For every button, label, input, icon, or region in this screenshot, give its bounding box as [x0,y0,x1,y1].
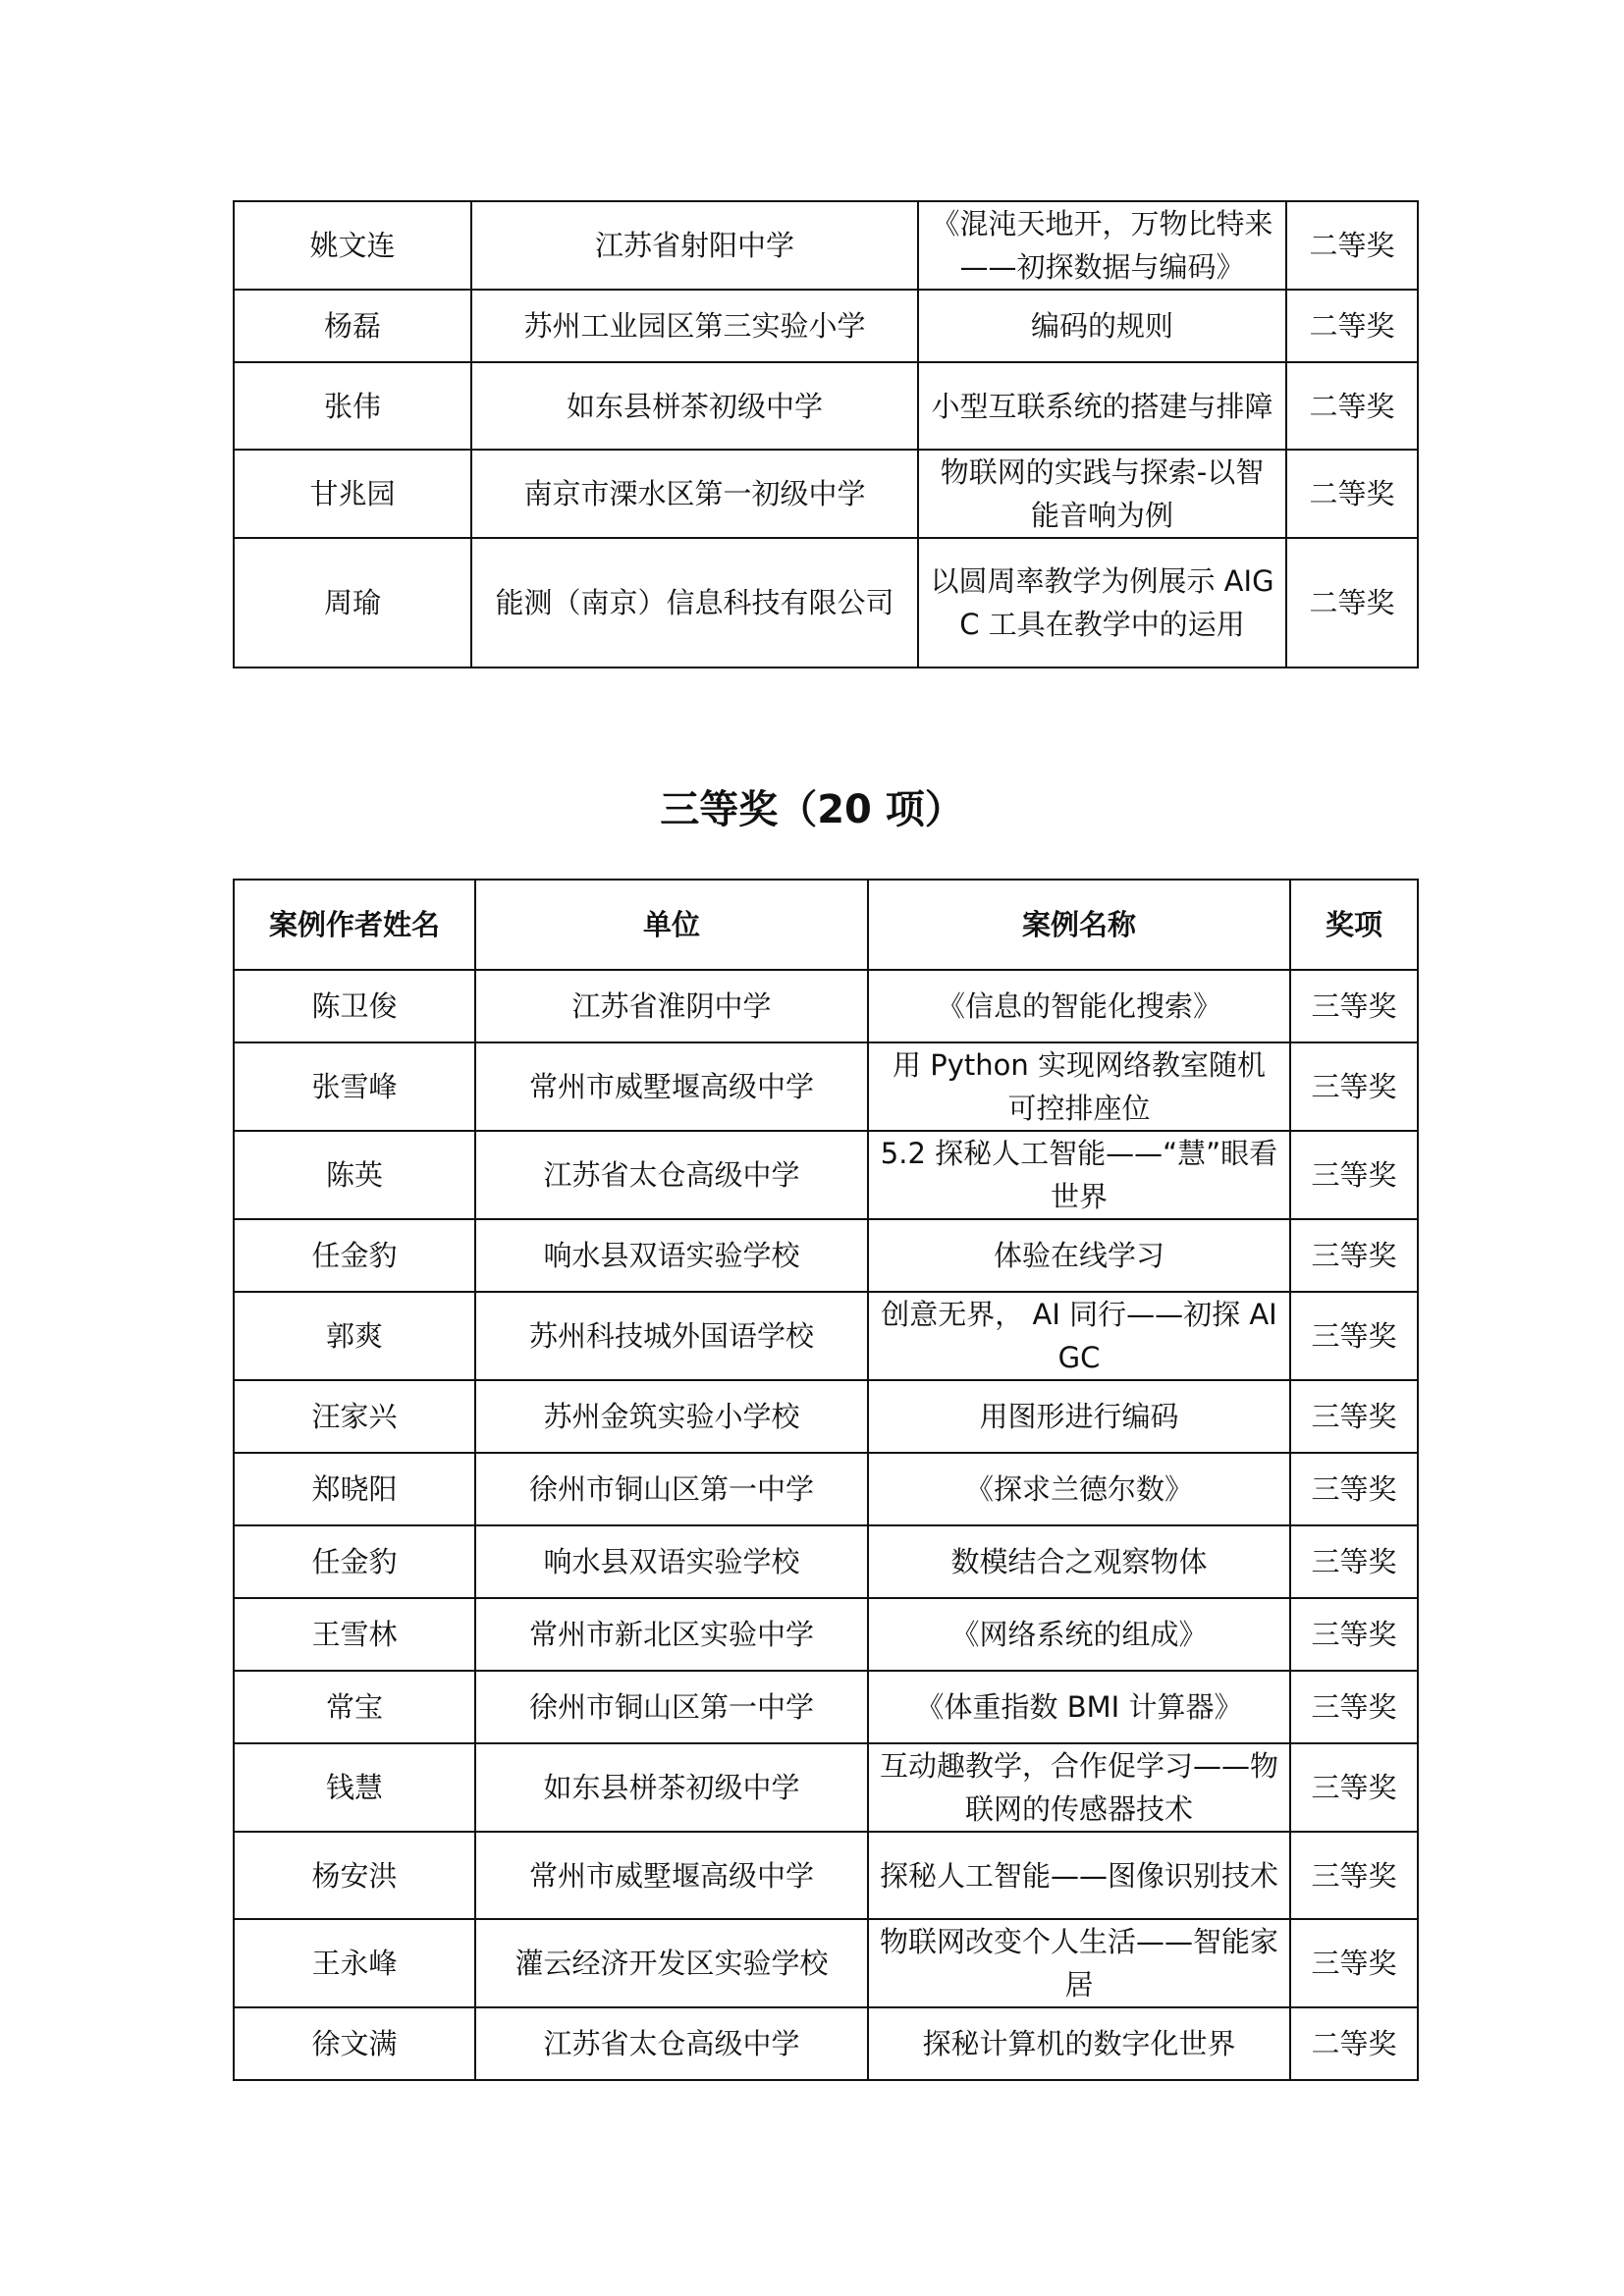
header-award: 奖项 [1290,880,1418,970]
unit-cell: 徐州市铜山区第一中学 [475,1671,868,1743]
award-cell: 三等奖 [1290,970,1418,1042]
case-title-cell: 探秘计算机的数字化世界 [868,2007,1290,2080]
unit-cell: 苏州科技城外国语学校 [475,1292,868,1380]
award-cell: 三等奖 [1290,1042,1418,1131]
author-name-cell: 任金豹 [234,1525,475,1598]
unit-cell: 如东县栟茶初级中学 [475,1743,868,1832]
case-title-cell: 《体重指数 BMI 计算器》 [868,1671,1290,1743]
table-row [234,362,1418,450]
table-row [234,1671,1418,1743]
unit-cell: 常州市威墅堰高级中学 [475,1832,868,1919]
unit-cell: 常州市威墅堰高级中学 [475,1042,868,1131]
unit-cell: 江苏省太仓高级中学 [475,2007,868,2080]
author-name-cell: 周瑜 [234,538,471,667]
header-author-name: 案例作者姓名 [234,880,475,970]
award-cell: 二等奖 [1286,362,1418,450]
table-header-row [234,880,1418,970]
award-cell: 三等奖 [1290,1380,1418,1453]
case-title-cell: 互动趣教学，合作促学习——物联网的传感器技术 [868,1743,1290,1832]
case-title-cell: 以圆周率教学为例展示 AIGC 工具在教学中的运用 [918,538,1286,667]
table-row [234,1743,1418,1832]
table-row [234,1453,1418,1525]
author-name-cell: 郭爽 [234,1292,475,1380]
unit-cell: 江苏省太仓高级中学 [475,1131,868,1219]
unit-cell: 如东县栟茶初级中学 [471,362,918,450]
author-name-cell: 杨磊 [234,290,471,362]
case-title-cell: 用图形进行编码 [868,1380,1290,1453]
case-title-cell: 5.2 探秘人工智能——“慧”眼看世界 [868,1131,1290,1219]
award-cell: 二等奖 [1286,290,1418,362]
unit-cell: 常州市新北区实验中学 [475,1598,868,1671]
case-title-cell: 体验在线学习 [868,1219,1290,1292]
award-cell: 二等奖 [1286,538,1418,667]
third-prize-table [233,879,1419,2081]
award-cell: 三等奖 [1290,1832,1418,1919]
case-title-cell: 《网络系统的组成》 [868,1598,1290,1671]
case-title-cell: 物联网改变个人生活——智能家居 [868,1919,1290,2007]
table-row [234,201,1418,290]
table-row [234,2007,1418,2080]
table-row [234,1598,1418,1671]
award-cell: 二等奖 [1290,2007,1418,2080]
author-name-cell: 任金豹 [234,1219,475,1292]
unit-cell: 能测（南京）信息科技有限公司 [471,538,918,667]
second-prize-table-continued [233,200,1419,668]
award-cell: 三等奖 [1290,1743,1418,1832]
unit-cell: 江苏省淮阴中学 [475,970,868,1042]
table-row [234,450,1418,538]
author-name-cell: 徐文满 [234,2007,475,2080]
case-title-cell: 用 Python 实现网络教室随机可控排座位 [868,1042,1290,1131]
case-title-cell: 小型互联系统的搭建与排障 [918,362,1286,450]
table-row [234,1131,1418,1219]
author-name-cell: 甘兆园 [234,450,471,538]
award-cell: 三等奖 [1290,1131,1418,1219]
table-row [234,1525,1418,1598]
table-row [234,1292,1418,1380]
table-row [234,970,1418,1042]
award-cell: 二等奖 [1286,201,1418,290]
author-name-cell: 张雪峰 [234,1042,475,1131]
case-title-cell: 《信息的智能化搜索》 [868,970,1290,1042]
author-name-cell: 郑晓阳 [234,1453,475,1525]
header-case-title: 案例名称 [868,880,1290,970]
author-name-cell: 钱慧 [234,1743,475,1832]
award-cell: 三等奖 [1290,1525,1418,1598]
author-name-cell: 陈卫俊 [234,970,475,1042]
unit-cell: 灌云经济开发区实验学校 [475,1919,868,2007]
case-title-cell: 创意无界， AI 同行——初探 AIGC [868,1292,1290,1380]
case-title-cell: 物联网的实践与探索-以智能音响为例 [918,450,1286,538]
author-name-cell: 姚文连 [234,201,471,290]
unit-cell: 苏州工业园区第三实验小学 [471,290,918,362]
author-name-cell: 王雪林 [234,1598,475,1671]
unit-cell: 江苏省射阳中学 [471,201,918,290]
unit-cell: 响水县双语实验学校 [475,1525,868,1598]
header-unit: 单位 [475,880,868,970]
case-title-cell: 编码的规则 [918,290,1286,362]
award-cell: 二等奖 [1286,450,1418,538]
unit-cell: 响水县双语实验学校 [475,1219,868,1292]
unit-cell: 徐州市铜山区第一中学 [475,1453,868,1525]
case-title-cell: 探秘人工智能——图像识别技术 [868,1832,1290,1919]
third-prize-heading: 三等奖（20 项） [660,787,964,832]
author-name-cell: 王永峰 [234,1919,475,2007]
case-title-cell: 《混沌天地开，万物比特来——初探数据与编码》 [918,201,1286,290]
table-row [234,1919,1418,2007]
award-cell: 三等奖 [1290,1919,1418,2007]
case-title-cell: 《探求兰德尔数》 [868,1453,1290,1525]
unit-cell: 南京市溧水区第一初级中学 [471,450,918,538]
award-cell: 三等奖 [1290,1219,1418,1292]
award-cell: 三等奖 [1290,1598,1418,1671]
author-name-cell: 杨安洪 [234,1832,475,1919]
author-name-cell: 汪家兴 [234,1380,475,1453]
table-row [234,1042,1418,1131]
author-name-cell: 常宝 [234,1671,475,1743]
award-cell: 三等奖 [1290,1671,1418,1743]
award-cell: 三等奖 [1290,1292,1418,1380]
award-cell: 三等奖 [1290,1453,1418,1525]
table-row [234,1380,1418,1453]
case-title-cell: 数模结合之观察物体 [868,1525,1290,1598]
author-name-cell: 张伟 [234,362,471,450]
unit-cell: 苏州金筑实验小学校 [475,1380,868,1453]
table-row [234,538,1418,667]
table-row [234,290,1418,362]
author-name-cell: 陈英 [234,1131,475,1219]
table-row [234,1219,1418,1292]
table-row [234,1832,1418,1919]
